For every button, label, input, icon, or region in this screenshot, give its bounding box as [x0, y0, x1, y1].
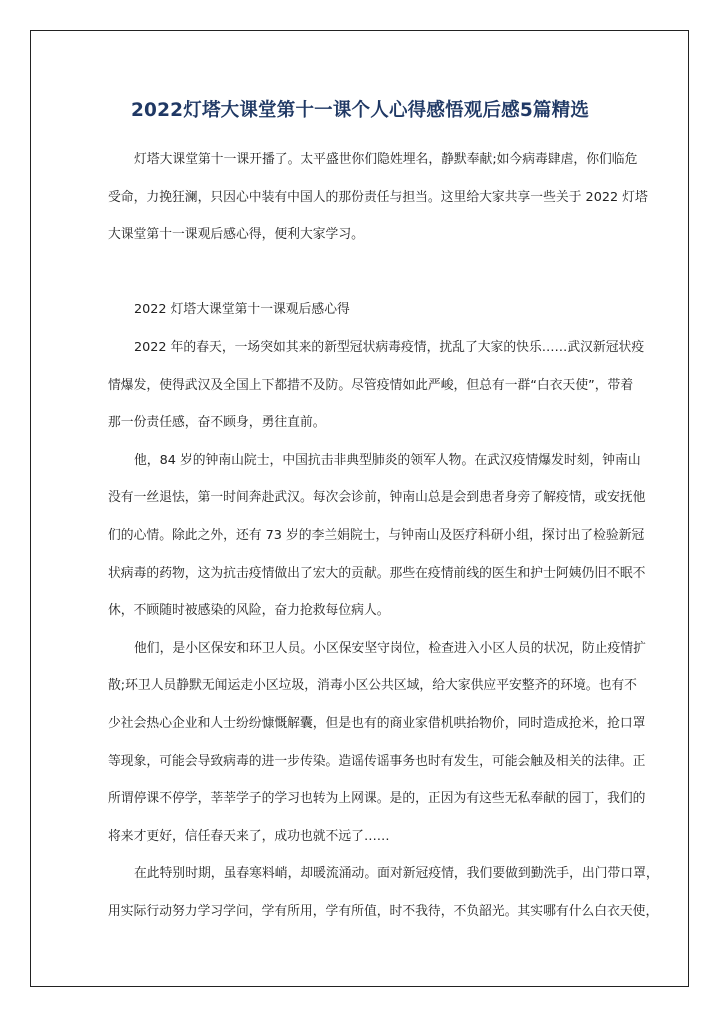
text-line: 所谓停课不停学，莘莘学子的学习也转为上网课。是的，正因为有这些无私奉献的园丁，我们的 — [108, 791, 646, 807]
text-line: 他们，是小区保安和环卫人员。小区保安坚守岗位，检查进入小区人员的状况，防止疫情扩 — [134, 640, 646, 656]
section-heading: 2022 灯塔大课堂第十一课观后感心得 — [134, 302, 350, 318]
text-line: 休，不顾随时被感染的风险，奋力抢救每位病人。 — [108, 603, 390, 619]
text-line: 在此特别时期，虽春寒料峭，却暖流涌动。面对新冠疫情，我们要做到勤洗手，出门带口罩， — [134, 866, 659, 882]
text-line: 他，84 岁的钟南山院士，中国抗击非典型肺炎的领军人物。在武汉疫情爆发时刻，钟南山 — [134, 452, 641, 468]
text-line: 将来才更好，信任春天来了，成功也就不远了…… — [108, 828, 390, 844]
document-body — [108, 141, 659, 930]
text-line: 那一份责任感，奋不顾身，勇往直前。 — [108, 415, 326, 431]
text-line: 用实际行动努力学习学问，学有所用，学有所值，时不我待，不负韶光。其实哪有什么白衣天使， — [108, 903, 659, 919]
text-line: 们的心情。除此之外，还有 73 岁的李兰娟院士，与钟南山及医疗科研小组，探讨出了检验新冠 — [108, 527, 645, 543]
text-line: 状病毒的药物，这为抗击疫情做出了宏大的贡献。那些在疫情前线的医生和护士阿姨仍旧不眠不 — [108, 565, 646, 581]
text-line: 大课堂第十一课观后感心得，便利大家学习。 — [108, 227, 364, 243]
text-line: 等现象，可能会导致病毒的进一步传染。造谣传谣事务也时有发生，可能会触及相关的法律。正 — [108, 753, 646, 769]
text-line: 没有一丝退怯，第一时间奔赴武汉。每次会诊前，钟南山总是会到患者身旁了解疫情，或安抚他 — [108, 490, 646, 506]
text-line: 灯塔大课堂第十一课开播了。太平盛世你们隐姓埋名，静默奉献;如今病毒肆虐，你们临危 — [134, 152, 638, 167]
text-line: 散;环卫人员静默无闻运走小区垃圾，消毒小区公共区域，给大家供应平安整齐的环境。也有不 — [108, 678, 637, 694]
text-line: 情爆发，使得武汉及全国上下都措不及防。尽管疫情如此严峻，但总有一群“白衣天使”，带着 — [108, 377, 634, 393]
text-line: 少社会热心企业和人士纷纷慷慨解囊，但是也有的商业家借机哄抬物价，同时造成抢米，抢口罩 — [108, 715, 646, 731]
paragraph — [108, 630, 646, 856]
text-line: 受命，力挽狂澜，只因心中装有中国人的那份责任与担当。这里给大家共享一些关于 2022 灯塔 — [108, 189, 648, 205]
paragraph — [108, 442, 646, 630]
document-title: 2022灯塔大课堂第十一课个人心得感悟观后感5篇精选 — [130, 100, 590, 121]
paragraph — [108, 855, 659, 930]
text-line: 2022 年的春天，一场突如其来的新型冠状病毒疫情，扰乱了大家的快乐……武汉新冠状疫 — [134, 339, 645, 355]
paragraph — [108, 329, 645, 442]
intro-paragraph — [108, 141, 648, 254]
